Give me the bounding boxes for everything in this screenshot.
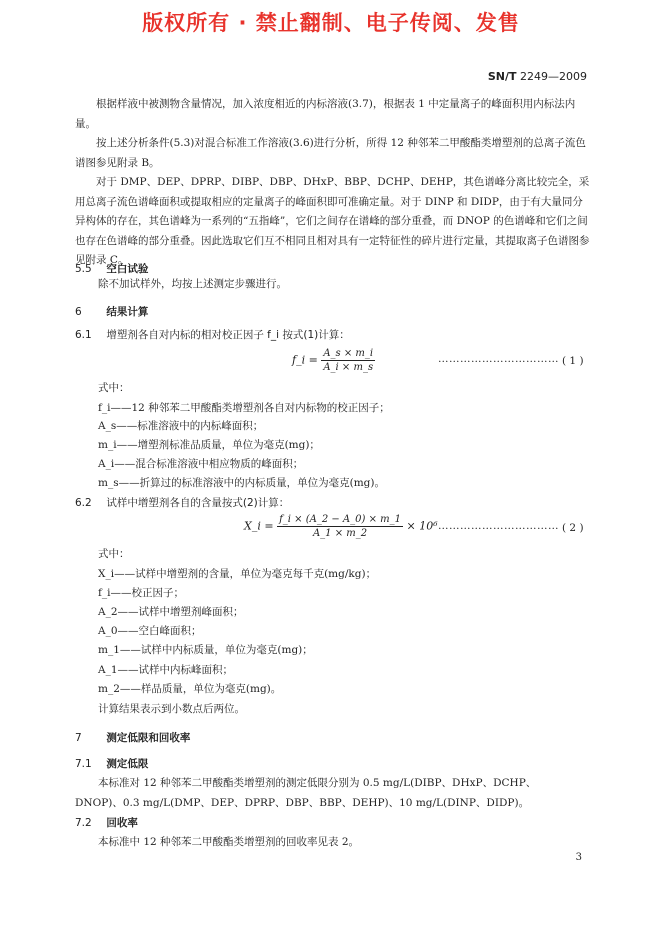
definition-item: A_0——空白峰面积； [98, 625, 202, 637]
definition-item: f_i——校正因子； [98, 587, 184, 599]
definition-item: A_i——混合标准溶液中相应物质的峰面积； [98, 458, 304, 470]
definition-item: f_i——12 种邻苯二甲酸酯类增塑剂各自对内标物的校正因子； [98, 402, 390, 414]
section-title: 结果计算 [106, 306, 149, 318]
definition-item: A_2——试样中增塑剂峰面积； [98, 606, 244, 618]
formula-1 [292, 348, 375, 373]
definition-item: m_1——试样中内标质量，单位为毫克(mg)； [98, 644, 313, 656]
formula-numerator: A_s × m_i [323, 348, 374, 359]
paragraph-internal-standard: 根据样液中被测物含量情况，加入浓度相近的内标溶液(3.7)，根据表 1 中定量离子的峰面积用内标法内量。 [75, 98, 576, 130]
section-title: 空白试验 [106, 263, 149, 275]
page-number: 3 [575, 852, 582, 863]
formula-denominator: A_i × m_s [323, 362, 374, 373]
section-text: 试样中增塑剂各自的含量按式(2)计算： [106, 497, 290, 509]
definition-item: m_s——折算过的标准溶液中的内标质量，单位为毫克(mg)。 [98, 477, 385, 489]
recovery-text: 本标准中 12 种邻苯二甲酸酯类增塑剂的回收率见表 2。 [98, 836, 360, 848]
formula-fraction [277, 514, 403, 539]
definition-item: m_2——样品质量，单位为毫克(mg)。 [98, 683, 282, 695]
section-6-1-heading [75, 327, 350, 343]
copyright-banner: 版权所有 · 禁止翻制、电子传阅、发售 [142, 11, 520, 35]
formula-lhs: f_i = [292, 353, 318, 367]
rounding-note: 计算结果表示到小数点后两位。 [98, 703, 245, 715]
where-label: 式中： [98, 382, 130, 394]
definition-item: X_i——试样中增塑剂的含量，单位为毫克每千克(mg/kg)； [98, 568, 377, 580]
formula-2 [244, 514, 438, 539]
section-title: 测定低限 [106, 758, 149, 770]
section-6-2-heading [75, 495, 289, 511]
section-number: 5.5 [75, 263, 92, 275]
definition-item: A_s——标准溶液中的内标峰面积； [98, 420, 264, 432]
section-title: 回收率 [106, 817, 138, 829]
equation-number: ( 1 ) [562, 355, 584, 367]
standard-code: 2249—2009 [520, 70, 587, 83]
definition-item: A_1——试样中内标峰面积； [98, 664, 234, 676]
formula-denominator: A_1 × m_2 [312, 528, 368, 539]
section-5-5-heading [75, 261, 148, 276]
detection-limit-text-2: DNOP)、0.3 mg/L(DMP、DEP、DPRP、DBP、BBP、DEHP)、10 mg/L(DINP、DIDP)。 [75, 797, 530, 809]
equation-leader-dots: …………………………… [438, 353, 559, 365]
formula-multiplier: × 10⁶ [406, 519, 438, 533]
formula-numerator: f_i × (A_2 − A_0) × m_1 [279, 514, 401, 525]
section-7-2-heading [75, 815, 138, 830]
paragraph-analysis: 按上述分析条件(5.3)对混合标准工作溶液(3.6)进行分析，所得 12 种邻苯二甲酸酯类增塑剂的总离子流色谱图参见附录 B。 [75, 137, 586, 169]
section-number: 7 [75, 732, 82, 744]
definition-item: m_i——增塑剂标准品质量，单位为毫克(mg)； [98, 439, 320, 451]
formula-lhs: X_i = [244, 519, 274, 533]
where-label: 式中： [98, 548, 130, 560]
section-7-heading [75, 730, 190, 745]
standard-number [488, 70, 587, 83]
section-number: 7.1 [75, 758, 92, 770]
equation-number: ( 2 ) [562, 522, 584, 534]
formula-fraction [321, 348, 375, 373]
section-number: 6 [75, 306, 82, 318]
section-6-heading [75, 304, 148, 319]
section-number: 7.2 [75, 817, 92, 829]
detection-limit-text-1: 本标准对 12 种邻苯二甲酸酯类增塑剂的测定低限分别为 0.5 mg/L(DIBP、DHxP、DCHP、 [98, 777, 537, 789]
section-7-1-heading [75, 756, 148, 771]
equation-leader-dots: …………………………… [438, 520, 559, 532]
standard-prefix: SN/T [487, 70, 517, 83]
blank-test-text: 除不加试样外，均按上述测定步骤进行。 [98, 278, 287, 290]
section-text: 增塑剂各自对内标的相对校正因子 f_i 按式(1)计算： [106, 329, 350, 341]
paragraph-chromatogram: 对于 DMP、DEP、DPRP、DIBP、DBP、DHxP、BBP、DCHP、DEHP，其色谱峰分离比较完全，采用总离子流色谱峰面积或提取相应的定量离子的峰面积即可准确定量。对于 DINP 和 DIDP，由于有大量同分异构体的存在，其色谱峰为一系列的“五指峰”，它们之间存在谱峰的部分重叠，而 DNOP 的色谱峰和它们之间也存在色谱峰的部分重叠。因此选取它们互不相同且相对具有一定特征性的碎片进行定量，其提取离子色谱图参见附录 C。 [75, 176, 590, 266]
section-title: 测定低限和回收率 [106, 732, 191, 744]
section-number: 6.2 [75, 497, 92, 509]
section-number: 6.1 [75, 329, 92, 341]
